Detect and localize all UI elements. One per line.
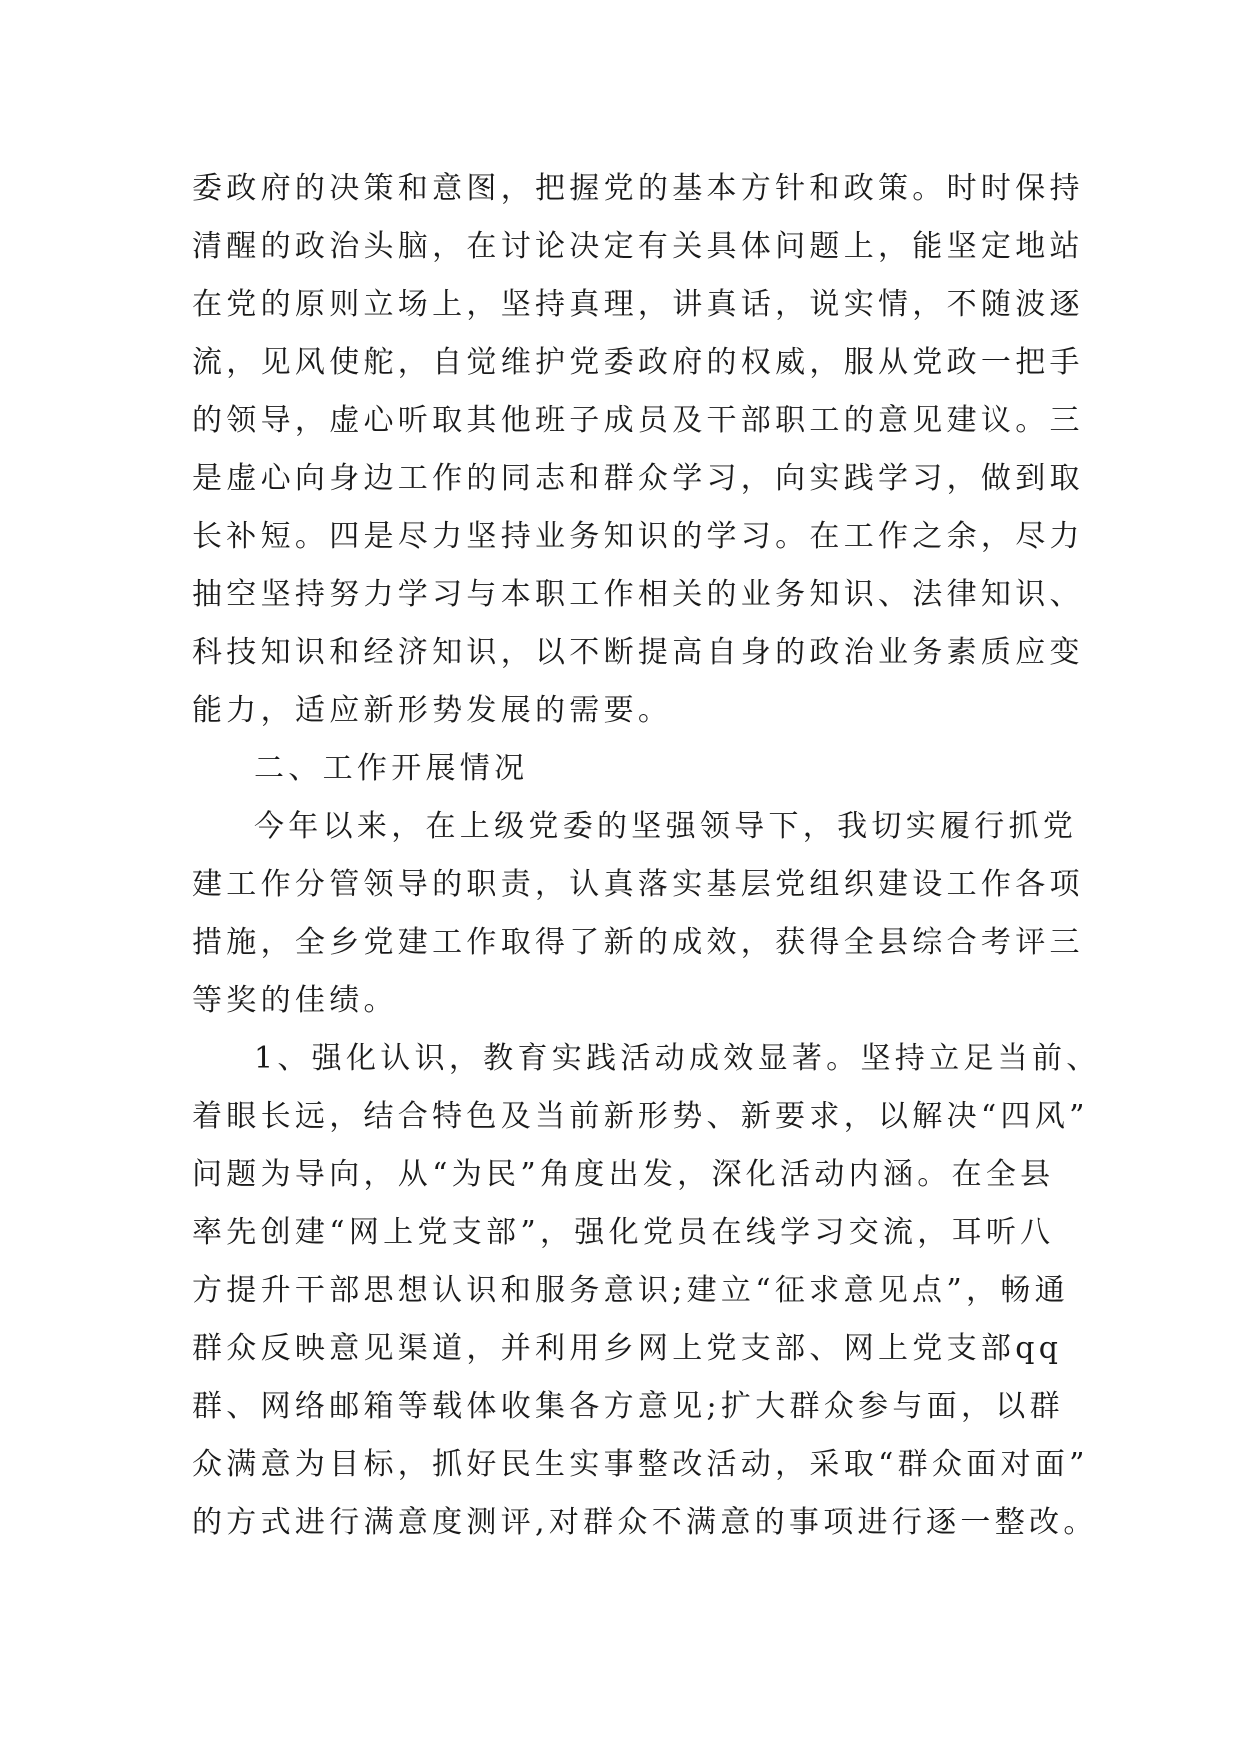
text-line: 今年以来，在上级党委的坚强领导下，我切实履行抓党: [254, 809, 1078, 844]
text-line: 建工作分管领导的职责，认真落实基层党组织建设工作各项: [192, 867, 1084, 902]
text-line: 在党的原则立场上，坚持真理，讲真话，说实情，不随波逐: [192, 287, 1084, 322]
text-line: 等奖的佳绩。: [192, 983, 398, 1018]
text-line: 措施，全乡党建工作取得了新的成效，获得全县综合考评三: [192, 925, 1084, 960]
text-line: 科技知识和经济知识，以不断提高自身的政治业务素质应变: [192, 635, 1084, 670]
text-line: 着眼长远，结合特色及当前新形势、新要求，以解决“四风”: [192, 1099, 1089, 1134]
text-line: 的方式进行满意度测评,对群众不满意的事项进行逐一整改。: [192, 1505, 1098, 1540]
text-line: 能力，适应新形势发展的需要。: [192, 693, 673, 728]
text-line: 流，见风使舵，自觉维护党委政府的权威，服从党政一把手: [192, 345, 1084, 380]
text-line: 众满意为目标，抓好民生实事整改活动，采取“群众面对面”: [192, 1447, 1089, 1482]
document-body: [192, 160, 1101, 1552]
text-line: 群众反映意见渠道，并利用乡网上党支部、网上党支部qq: [192, 1331, 1063, 1366]
text-line: 问题为导向，从“为民”角度出发，深化活动内涵。在全县: [192, 1157, 1055, 1192]
text-line: 抽空坚持努力学习与本职工作相关的业务知识、法律知识、: [192, 577, 1084, 612]
text-line: 委政府的决策和意图，把握党的基本方针和政策。时时保持: [192, 171, 1084, 206]
text-line: 清醒的政治头脑，在讨论决定有关具体问题上，能坚定地站: [192, 229, 1084, 264]
text-line: 率先创建“网上党支部”，强化党员在线学习交流，耳听八: [192, 1215, 1055, 1250]
text-line: 的领导，虚心听取其他班子成员及干部职工的意见建议。三: [192, 403, 1084, 438]
text-line: 群、网络邮箱等载体收集各方意见;扩大群众参与面，以群: [192, 1389, 1064, 1424]
text-line: 1、强化认识，教育实践活动成效显著。坚持立足当前、: [254, 1041, 1101, 1076]
text-line: 是虚心向身边工作的同志和群众学习，向实践学习，做到取: [192, 461, 1084, 496]
text-line: 长补短。四是尽力坚持业务知识的学习。在工作之余，尽力: [192, 519, 1084, 554]
section-heading: 二、工作开展情况: [254, 751, 529, 786]
text-line: 方提升干部思想认识和服务意识;建立“征求意见点”，畅通: [192, 1273, 1069, 1308]
